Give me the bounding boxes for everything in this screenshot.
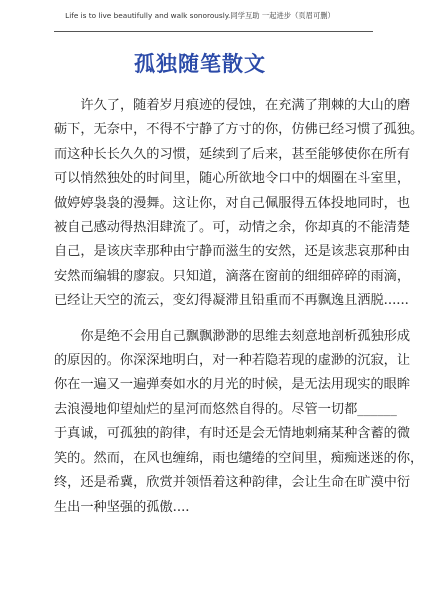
document-body [54,94,423,520]
text-line: 已经让天空的流云，变幻得凝滞且铅重而不再飘逸且洒脱...... [54,293,409,309]
text-line: 可以悄然独处的时间里，随心所欲地令口中的烟圈在斗室里， [54,171,411,187]
paragraph-2 [54,325,423,520]
text-line: 去浪漫地仰望灿烂的星河而悠然自得的。尽管一切都______ [54,401,397,417]
text-line: 砺下，无奈中，不得不宁静了方寸的你，仿佛已经习惯了孤独。 [54,122,423,138]
text-line: 生出一种坚强的孤傲.... [54,499,190,515]
document-title: 孤独随笔散文 [134,52,266,76]
header-divider [54,31,373,32]
text-line: 被自己感动得热泪肆流了。可，动情之余，你却真的不能清楚 [54,220,411,236]
paragraph-1 [54,94,423,314]
text-line: 而这种长长久久的习惯，延续到了后来，甚至能够使你在所有 [54,146,411,162]
text-line: 你是绝不会用自己飘飘渺渺的思维去刻意地剖析孤独形成 [80,328,411,344]
text-line: 笑的。然而，在风也缠绵，雨也缱绻的空间里，痴痴迷迷的你， [54,450,423,466]
text-line: 终，还是希冀，欣赏并领悟着这种韵律，会让生命在旷漠中衍 [54,475,411,491]
text-line: 安然而编辑的廖寂。只知道，滴落在窗前的细细碎碎的雨滴， [54,268,411,284]
text-line: 自己，是该庆幸那种由宁静而滋生的安然，还是该悲哀那种由 [54,244,411,260]
text-line: 许久了，随着岁月痕迹的侵蚀，在充满了荆棘的大山的磨 [80,98,411,113]
text-line: 你在一遍又一遍弹奏如水的月光的时候，是无法用现实的眼眸 [54,377,411,393]
text-line: 做婷婷袅袅的漫舞。这让你，对自己佩服得五体投地同时，也 [54,195,411,211]
text-line: 于真诚，可孤独的韵律，有时还是会无情地刺痛某种含蓄的微 [54,426,411,442]
page-header: Life is to live beautifully and walk sonorously.同学互助 一起进步（页眉可删） [65,11,335,20]
text-line: 的原因的。你深深地明白，对一种若隐若现的虚渺的沉寂，让 [54,353,411,369]
